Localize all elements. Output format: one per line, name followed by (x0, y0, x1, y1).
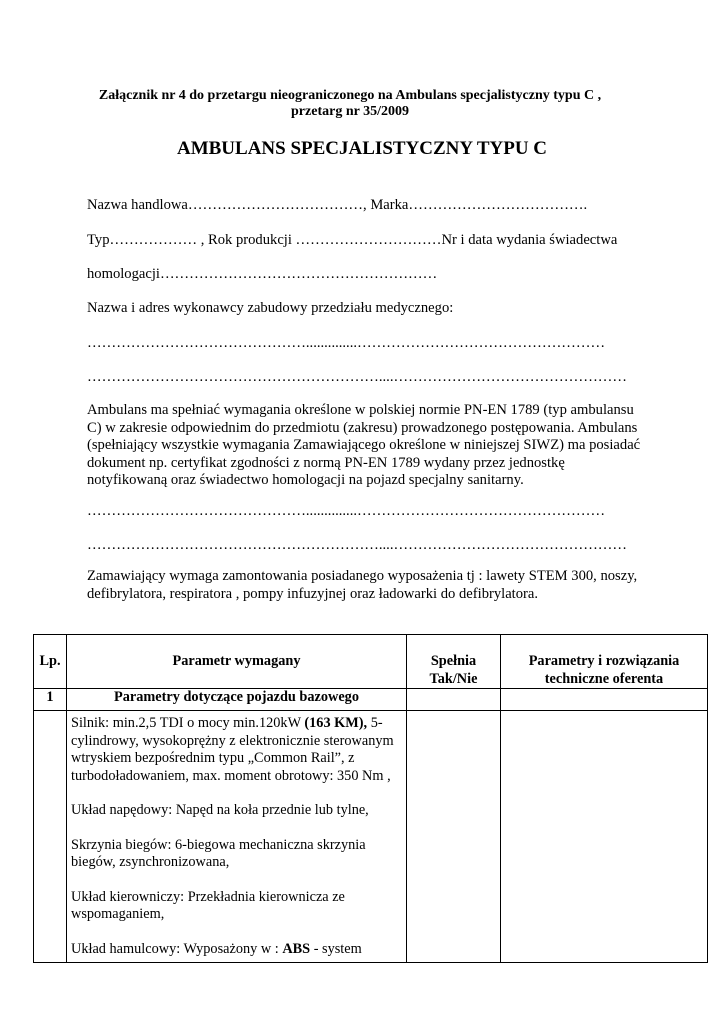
dotted-line-2: ……………………………………………………....………………………………………… (87, 369, 627, 385)
header-parameter: Parametr wymagany (67, 635, 407, 689)
spec-brakes-text-rest: - system (310, 940, 362, 957)
header-offer-line2: techniczne oferenta (544, 670, 664, 687)
attachment-header-line1: Załącznik nr 4 do przetargu nieograniczonego na Ambulans specjalistyczny typu C , (98, 88, 602, 103)
dotted-line-4: ……………………………………………………....………………………………………… (87, 537, 627, 553)
offer-input-cell[interactable] (501, 711, 708, 963)
attachment-header-line2: przetarg nr 35/2009 (291, 104, 409, 119)
requirements-table (33, 634, 708, 963)
page-title: AMBULANS SPECJALISTYCZNY TYPU C (176, 138, 548, 159)
spec-cell (67, 711, 407, 963)
section-compliance-cell (407, 689, 501, 711)
norm-requirement-paragraph: Ambulans ma spełniać wymagania określone w polskiej normie PN-EN 1789 (typ ambulansu C) w zakresie odpowiednim do przedmiotu (zakresu) prowadzonego postępowania. Ambulans (spełniający wszystkie wymagania Zamawiającego określone w niniejszej SIWZ) ma posiadać dokument np. certyfikat zgodności z normą PN-EN 1789 wydany przez jednostkę notyfikowaną oraz świadectwo homologacji na pojazd specjalny sanitarny. (87, 402, 641, 488)
dotted-line-3: ………………………………………..............…………………………………………… (87, 503, 606, 519)
dotted-line-1: ………………………………………..............…………………………………………… (87, 335, 606, 351)
section-label: Parametry dotyczące pojazdu bazowego (67, 689, 407, 711)
section-number: 1 (34, 689, 67, 711)
compliance-input-cell[interactable] (407, 711, 501, 963)
trade-name-brand-line: Nazwa handlowa………………………………, Marka………………………………. (87, 197, 588, 213)
table-row (34, 711, 708, 963)
type-year-line: Typ……………… , Rok produkcji …………………………Nr i data wydania świadectwa (87, 232, 618, 248)
header-lp: Lp. (34, 635, 67, 689)
spec-brakes-text: Układ hamulcowy: Wyposażony w : (71, 940, 283, 957)
section-row (34, 689, 708, 711)
contractor-label: Nazwa i adres wykonawcy zabudowy przedziału medycznego: (87, 300, 454, 316)
spec-brakes (71, 941, 400, 959)
homologation-line: homologacji………………………………………………… (87, 266, 438, 282)
header-offer-line1: Parametry i rozwiązania (528, 653, 680, 669)
row-lp-cell (34, 711, 67, 963)
spec-drive: Układ napędowy: Napęd na koła przednie lub tylne, (71, 802, 369, 818)
header-compliance (407, 635, 501, 689)
section-offer-cell (501, 689, 708, 711)
header-compliance-line1: Spełnia (430, 653, 477, 669)
spec-brakes-abs: ABS (282, 940, 311, 957)
spec-engine-power: (163 KM), (304, 715, 368, 731)
table-header-row (34, 635, 708, 689)
spec-engine-text-rest: 5-cylindrowy, wysokoprężny z elektronicznie sterowanym wtryskiem bezpośrednim typu „Common Rail”, z turbodoładowaniem, max. moment obrotowy: 350 Nm , (71, 715, 394, 784)
spec-steering: Układ kierowniczy: Przekładnia kierownicza ze wspomaganiem, (71, 888, 345, 922)
spec-gearbox: Skrzynia biegów: 6-biegowa mechaniczna skrzynia biegów, zsynchronizowana, (71, 836, 366, 870)
spec-engine (71, 715, 400, 785)
spec-engine-text: Silnik: min.2,5 TDI o mocy min.120kW (71, 715, 305, 731)
header-compliance-line2: Tak/Nie (429, 670, 478, 687)
header-offer-params (501, 635, 708, 689)
equipment-paragraph: Zamawiający wymaga zamontowania posiadanego wyposażenia tj : lawety STEM 300, noszy, defibrylatora, respiratora , pompy infuzyjnej oraz ładowarki do defibrylatora. (87, 568, 638, 602)
